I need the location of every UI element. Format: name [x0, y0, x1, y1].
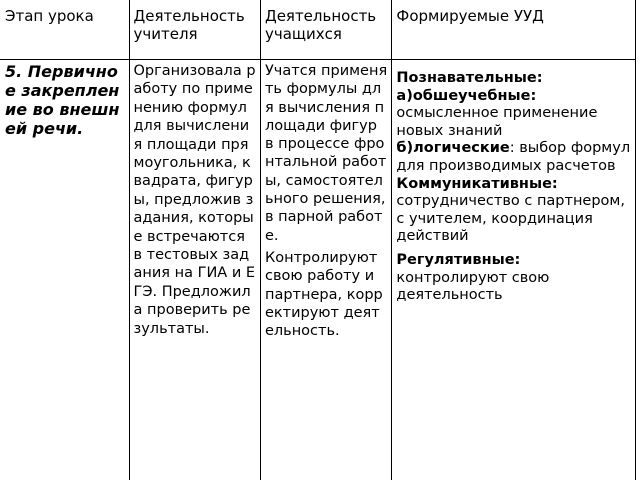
uud-general-text: осмысленное применение новых знаний	[396, 105, 598, 139]
cell-stage: 5. Первичное закрепление во внешней речи.	[0, 60, 129, 480]
uud-regulative-label: Регулятивные:	[396, 251, 521, 268]
student-activity-text-1: Учатся применять формулы для вычисления площади фигур в процессе фронтальной работы, самостоятельного решения, в парной работе.	[264, 63, 388, 244]
uud-logical-label: б)логические	[396, 140, 510, 157]
uud-general-label: а)обшеучебные:	[396, 87, 537, 104]
uud-regulative-text: контролируют свою деятельность	[396, 269, 550, 304]
table-row	[0, 60, 636, 480]
student-activity-text-2: Контролируют свою работу и партнера, корректируют деятельность.	[264, 249, 383, 340]
uud-communicative-label: Коммуникативные:	[396, 175, 558, 192]
header-teacher-activity: Деятельность учителя	[129, 0, 260, 60]
header-student-activity: Деятельность учащихся	[260, 0, 391, 60]
uud-cognitive-label: Познавательные:	[396, 70, 543, 86]
header-uud: Формируемые УУД	[392, 0, 636, 60]
cell-teacher-activity: Организовала работу по применению формул для вычисления площади прямоугольника, квадрата, фигуры, предложив задания, которые встречаются в тестовых задания на ГИА и ЕГЭ. Предложила проверить результаты.	[129, 60, 260, 480]
cell-student-activity	[260, 60, 391, 480]
uud-logical-line	[396, 140, 631, 175]
uud-logical-text: : выбор формул для производимых расчетов	[396, 140, 631, 174]
uud-communicative-text: сотрудничество с партнером, с учителем, координация действий	[396, 193, 625, 245]
cell-uud	[392, 60, 636, 480]
table-header-row	[0, 0, 636, 60]
header-stage: Этап урока	[0, 0, 129, 60]
